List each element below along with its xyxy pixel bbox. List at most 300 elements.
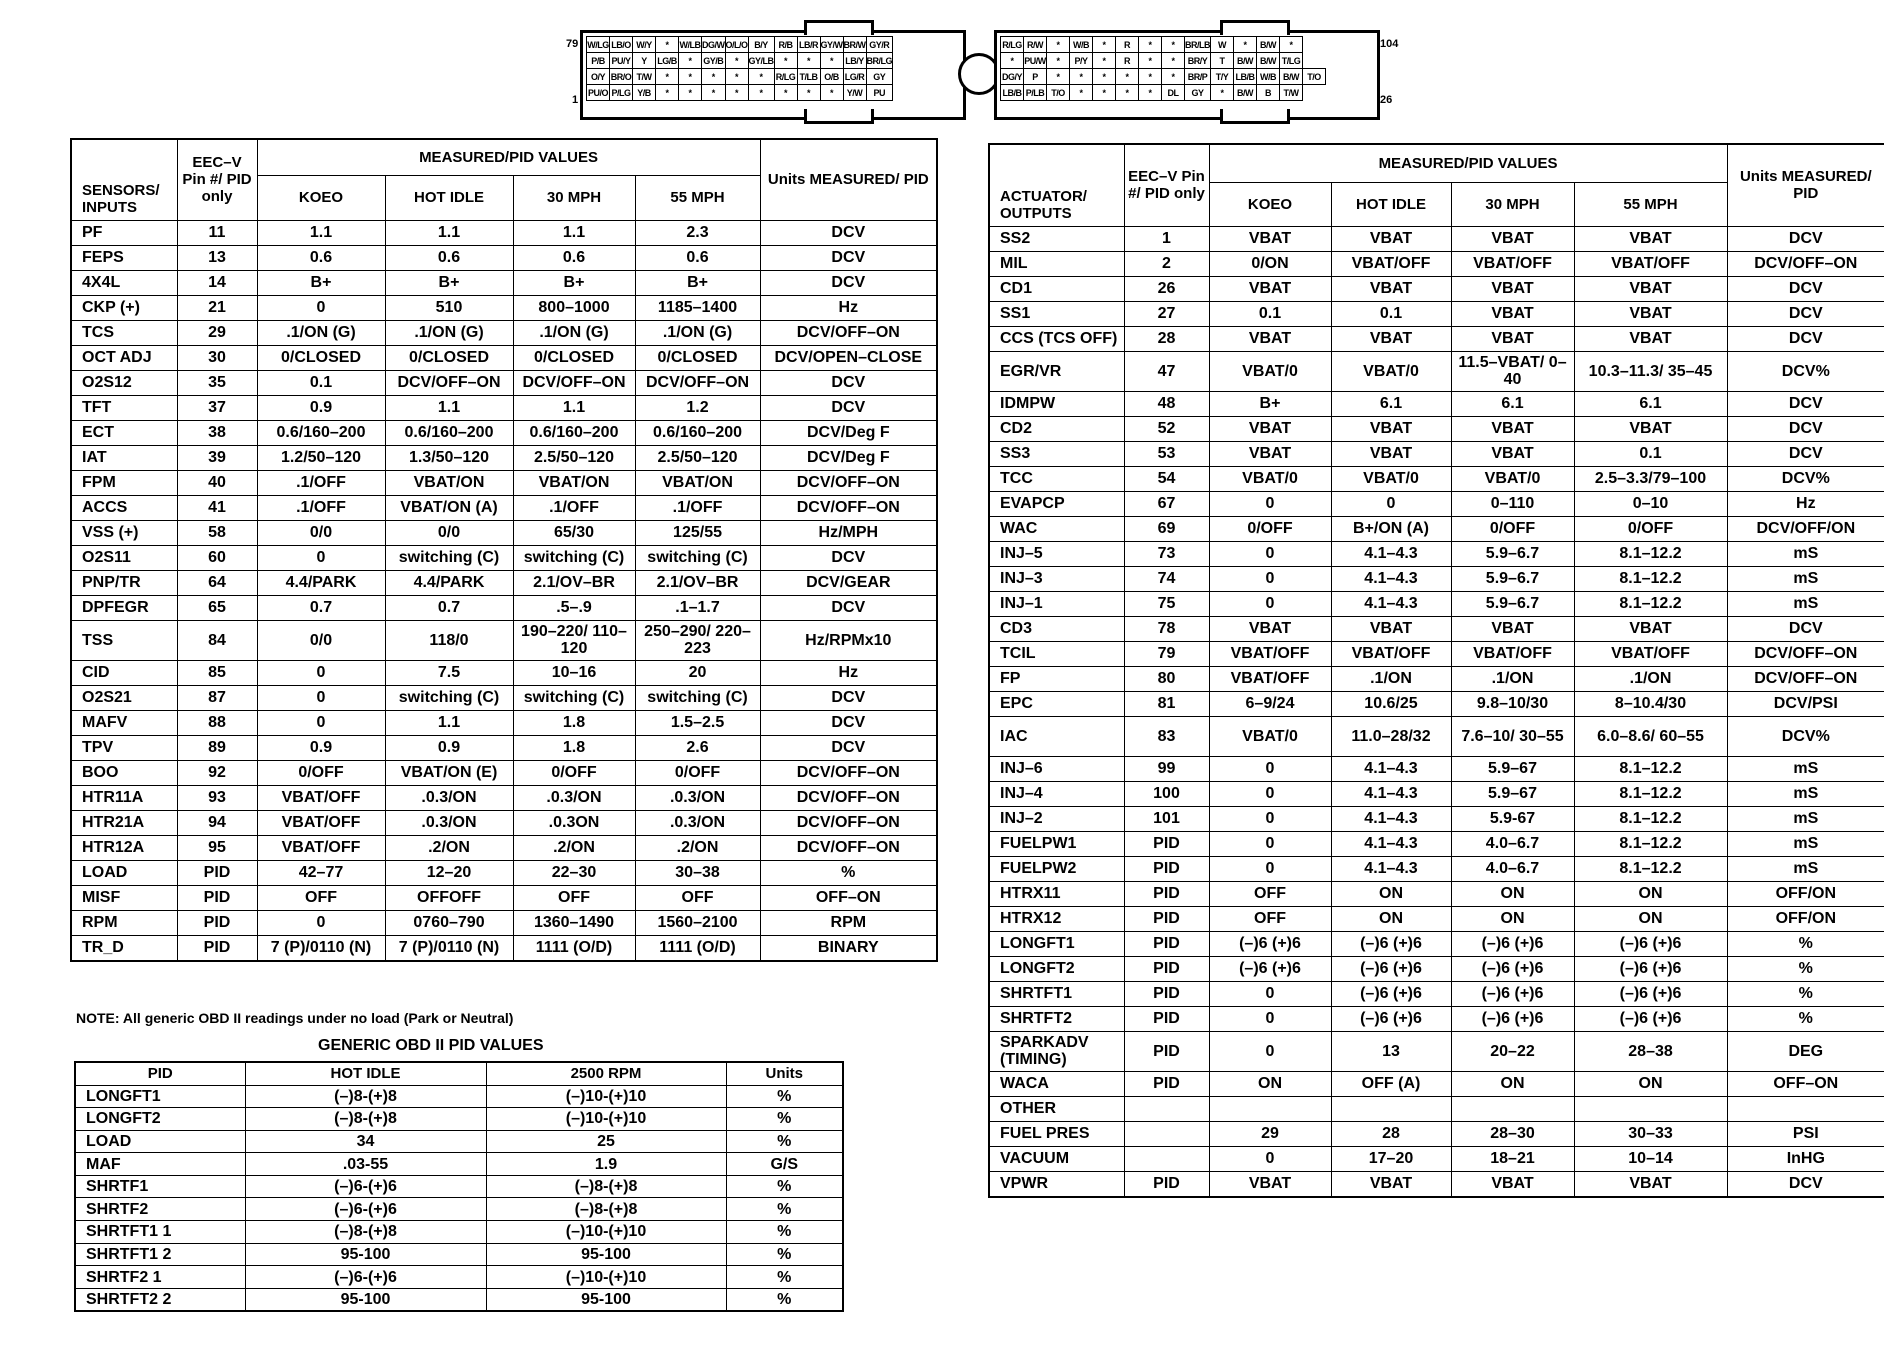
- table-cell: DCV: [1727, 276, 1884, 301]
- connector-pin: PU/W: [1024, 53, 1047, 69]
- table-cell: VBAT: [1451, 276, 1574, 301]
- table-cell: CD1: [989, 276, 1124, 301]
- table-cell: 8.1–12.2: [1574, 856, 1727, 881]
- connector-pin: Y/W: [843, 85, 866, 101]
- table-cell: PID: [1124, 981, 1209, 1006]
- table-cell: VBAT: [1574, 326, 1727, 351]
- table-cell: 30: [177, 345, 257, 370]
- table-cell: SS1: [989, 301, 1124, 326]
- table-cell: .1/OFF: [635, 495, 760, 520]
- table-row: [989, 541, 1884, 566]
- table-cell: 5.9–6.7: [1451, 591, 1574, 616]
- connector-pin: *: [679, 69, 702, 85]
- table-cell: %: [726, 1130, 843, 1153]
- table-cell: DCV: [760, 595, 937, 620]
- table-cell: 18–21: [1451, 1146, 1574, 1171]
- connector-key-bottom-right: [1220, 109, 1290, 124]
- table-cell: .0.3ON: [513, 810, 635, 835]
- connector-pin: *: [1139, 37, 1162, 53]
- connector-pin-row: [1001, 37, 1326, 53]
- table-cell: 1.8: [513, 735, 635, 760]
- table-cell: DCV/OFF–ON: [760, 835, 937, 860]
- table-cell: TPV: [71, 735, 177, 760]
- table-cell: DCV/OFF–ON: [760, 470, 937, 495]
- table-cell: OFF–ON: [760, 885, 937, 910]
- table-cell: WACA: [989, 1071, 1124, 1096]
- connector-pin: B/W: [1280, 69, 1303, 85]
- table-cell: B+: [1209, 391, 1331, 416]
- table-cell: %: [726, 1288, 843, 1311]
- table-cell: .2/ON: [385, 835, 513, 860]
- table-cell: 1.2: [635, 395, 760, 420]
- table-row: [989, 906, 1884, 931]
- table-cell: [1124, 1121, 1209, 1146]
- table-cell: INJ–4: [989, 781, 1124, 806]
- table-cell: %: [1727, 981, 1884, 1006]
- table-cell: 125/55: [635, 520, 760, 545]
- table-row: [989, 981, 1884, 1006]
- table-row: [71, 735, 937, 760]
- table-cell: 0.6/160–200: [257, 420, 385, 445]
- table-row: [71, 810, 937, 835]
- connector-pin: *: [820, 85, 843, 101]
- table-cell: PID: [177, 885, 257, 910]
- 30-mph-header: 30 MPH: [513, 175, 635, 220]
- table-cell: 8.1–12.2: [1574, 831, 1727, 856]
- connector-pin: *: [1047, 69, 1070, 85]
- connector-pin: PU/Y: [610, 53, 633, 69]
- connector-pin: *: [725, 85, 748, 101]
- table-row: [71, 860, 937, 885]
- table-cell: 21: [177, 295, 257, 320]
- table-cell: 0/CLOSED: [385, 345, 513, 370]
- connector-pin-row: [587, 37, 893, 53]
- connector-pin: *: [1139, 53, 1162, 69]
- table-cell: 5.9–6.7: [1451, 541, 1574, 566]
- table-cell: OFF: [1209, 906, 1331, 931]
- table-cell: BOO: [71, 760, 177, 785]
- table-cell: 0/CLOSED: [257, 345, 385, 370]
- table-cell: (–)6 (+)6: [1451, 956, 1574, 981]
- table-cell: (–)6 (+)6: [1574, 981, 1727, 1006]
- table-cell: OFF: [257, 885, 385, 910]
- connector-pin: T/O: [1303, 69, 1326, 85]
- table-cell: SS3: [989, 441, 1124, 466]
- table-cell: 0: [257, 710, 385, 735]
- table-cell: BINARY: [760, 935, 937, 961]
- table-cell: 7.6–10/ 30–55: [1451, 716, 1574, 756]
- act-55-mph-header: 55 MPH: [1574, 182, 1727, 226]
- hot-idle-header: HOT IDLE: [385, 175, 513, 220]
- table-cell: VBAT: [1209, 1171, 1331, 1197]
- table-cell: VBAT/0: [1331, 351, 1451, 391]
- table-row: [71, 345, 937, 370]
- connector-pin: B/Y: [748, 37, 774, 53]
- table-cell: VBAT: [1209, 276, 1331, 301]
- table-cell: 4.1–4.3: [1331, 756, 1451, 781]
- connector-pin: DL: [1162, 85, 1185, 101]
- table-cell: 0: [1209, 806, 1331, 831]
- table-cell: 0/0: [257, 620, 385, 660]
- table-cell: 1.1: [385, 710, 513, 735]
- table-cell: DCV: [760, 245, 937, 270]
- table-cell: VBAT: [1209, 416, 1331, 441]
- table-cell: FUELPW2: [989, 856, 1124, 881]
- table-cell: (–)6 (+)6: [1209, 931, 1331, 956]
- table-cell: B+: [257, 270, 385, 295]
- connector-pin-row: [587, 85, 893, 101]
- table-cell: switching (C): [513, 545, 635, 570]
- table-cell: DCV: [760, 270, 937, 295]
- table-cell: %: [1727, 956, 1884, 981]
- table-cell: VBAT: [1209, 616, 1331, 641]
- table-cell: (–)6 (+)6: [1451, 931, 1574, 956]
- table-cell: 0: [257, 545, 385, 570]
- table-cell: VBAT: [1451, 616, 1574, 641]
- table-row: [71, 935, 937, 961]
- table-cell: 69: [1124, 516, 1209, 541]
- connector-pin: O/L/O: [725, 37, 748, 53]
- table-cell: .0.3/ON: [635, 810, 760, 835]
- table-cell: 34: [245, 1130, 486, 1153]
- table-cell: 88: [177, 710, 257, 735]
- connector-pin: R/B: [774, 37, 797, 53]
- table-cell: DCV/OFF–ON: [760, 785, 937, 810]
- table-cell: ON: [1209, 1071, 1331, 1096]
- table-cell: 0.6: [257, 245, 385, 270]
- table-cell: Hz/RPMx10: [760, 620, 937, 660]
- table-cell: OFF/ON: [1727, 906, 1884, 931]
- table-cell: 94: [177, 810, 257, 835]
- table-cell: 37: [177, 395, 257, 420]
- table-row: [71, 910, 937, 935]
- table-cell: VBAT/OFF: [1574, 641, 1727, 666]
- table-cell: 0.1: [257, 370, 385, 395]
- table-cell: LONGFT1: [989, 931, 1124, 956]
- table-cell: VBAT: [1331, 226, 1451, 251]
- table-cell: ON: [1331, 881, 1451, 906]
- table-cell: 6–9/24: [1209, 691, 1331, 716]
- table-cell: MIL: [989, 251, 1124, 276]
- table-cell: 9.8–10/30: [1451, 691, 1574, 716]
- table-row: [71, 245, 937, 270]
- table-cell: 4.1–4.3: [1331, 831, 1451, 856]
- table-cell: 510: [385, 295, 513, 320]
- table-cell: .0.3/ON: [385, 785, 513, 810]
- table-cell: 118/0: [385, 620, 513, 660]
- table-cell: 0/OFF: [513, 760, 635, 785]
- table-row: [75, 1130, 843, 1153]
- table-cell: %: [726, 1175, 843, 1198]
- connector-pin: *: [1162, 69, 1185, 85]
- table-cell: 5.9–67: [1451, 756, 1574, 781]
- pin-label-1: 1: [572, 94, 579, 106]
- table-cell: (–)6 (+)6: [1331, 981, 1451, 1006]
- table-cell: 5.9-67: [1451, 806, 1574, 831]
- table-row: [71, 395, 937, 420]
- connector-left-block: [580, 30, 966, 120]
- table-cell: 10–14: [1574, 1146, 1727, 1171]
- table-cell: 0.6: [635, 245, 760, 270]
- table-row: [71, 420, 937, 445]
- table-cell: 5.9–6.7: [1451, 566, 1574, 591]
- table-cell: 30–38: [635, 860, 760, 885]
- table-cell: 0.6: [513, 245, 635, 270]
- connector-pin: T/Y: [1211, 69, 1234, 85]
- table-cell: RPM: [71, 910, 177, 935]
- table-cell: HTR11A: [71, 785, 177, 810]
- table-cell: TSS: [71, 620, 177, 660]
- table-cell: 13: [177, 245, 257, 270]
- table-cell: ON: [1574, 881, 1727, 906]
- connector-pin: GY/LB: [748, 53, 774, 69]
- connector-pin: *: [1116, 69, 1139, 85]
- connector-pin: T/LG: [1280, 53, 1303, 69]
- table-cell: DCV/OFF–ON: [760, 760, 937, 785]
- connector-pin: *: [679, 53, 702, 69]
- connector-pin: *: [1093, 53, 1116, 69]
- table-cell: DCV/OPEN–CLOSE: [760, 345, 937, 370]
- table-cell: 0/CLOSED: [513, 345, 635, 370]
- table-cell: 8.1–12.2: [1574, 756, 1727, 781]
- connector-pin: R/W: [1024, 37, 1047, 53]
- table-cell: %: [726, 1085, 843, 1108]
- table-cell: PNP/TR: [71, 570, 177, 595]
- table-cell: 11.0–28/32: [1331, 716, 1451, 756]
- table-cell: PID: [177, 860, 257, 885]
- table-cell: VBAT: [1331, 616, 1451, 641]
- table-cell: 1.1: [513, 395, 635, 420]
- connector-pin: *: [1211, 85, 1234, 101]
- connector-pin: P/Y: [1070, 53, 1093, 69]
- sensors-inputs-header: SENSORS/ INPUTS: [71, 139, 177, 220]
- table-cell: .1/ON (G): [513, 320, 635, 345]
- connector-pin: *: [774, 53, 797, 69]
- table-cell: VSS (+): [71, 520, 177, 545]
- table-cell: (–)8-(+)8: [486, 1198, 726, 1221]
- table-cell: SHRTFT2 2: [75, 1288, 245, 1311]
- table-cell: TCS: [71, 320, 177, 345]
- table-cell: 2.6: [635, 735, 760, 760]
- table-cell: %: [760, 860, 937, 885]
- table-row: [75, 1221, 843, 1244]
- table-cell: DCV: [760, 220, 937, 245]
- table-cell: PID: [177, 910, 257, 935]
- table-cell: .03-55: [245, 1153, 486, 1176]
- table-cell: B+: [513, 270, 635, 295]
- table-cell: VBAT: [1574, 226, 1727, 251]
- table-cell: 2.5–3.3/79–100: [1574, 466, 1727, 491]
- connector-pin: *: [1162, 37, 1185, 53]
- table-cell: PID: [1124, 856, 1209, 881]
- table-cell: DCV/OFF–ON: [760, 320, 937, 345]
- connector-pin: W/B: [1257, 69, 1280, 85]
- table-cell: 0: [257, 685, 385, 710]
- connector-pin: LB/B: [1234, 69, 1257, 85]
- table-cell: 4.4/PARK: [257, 570, 385, 595]
- table-cell: 65/30: [513, 520, 635, 545]
- table-row: [989, 566, 1884, 591]
- table-cell: DCV/OFF–ON: [1727, 251, 1884, 276]
- table-cell: 8.1–12.2: [1574, 806, 1727, 831]
- connector-pin: PU/O: [587, 85, 610, 101]
- table-cell: VBAT: [1574, 616, 1727, 641]
- table-cell: DCV: [1727, 226, 1884, 251]
- table-cell: [1209, 1096, 1331, 1121]
- connector-pin: *: [1093, 85, 1116, 101]
- table-row: [75, 1198, 843, 1221]
- table-cell: CD2: [989, 416, 1124, 441]
- table-cell: 73: [1124, 541, 1209, 566]
- connector-pin: T/W: [1280, 85, 1303, 101]
- table-row: [989, 1071, 1884, 1096]
- table-cell: 0: [1209, 781, 1331, 806]
- table-cell: VBAT/OFF: [1331, 641, 1451, 666]
- table-cell: mS: [1727, 856, 1884, 881]
- table-cell: 0.6/160–200: [513, 420, 635, 445]
- table-cell: 0760–790: [385, 910, 513, 935]
- table-cell: DCV/OFF–ON: [513, 370, 635, 395]
- table-cell: 0: [1209, 491, 1331, 516]
- table-row: [989, 1171, 1884, 1197]
- table-row: [71, 620, 937, 660]
- table-cell: PID: [1124, 906, 1209, 931]
- table-cell: 0: [1209, 756, 1331, 781]
- connector-pin: B/W: [1234, 85, 1257, 101]
- table-cell: 85: [177, 660, 257, 685]
- table-cell: 26: [1124, 276, 1209, 301]
- table-cell: 0/CLOSED: [635, 345, 760, 370]
- table-cell: OCT ADJ: [71, 345, 177, 370]
- connector-pin: W/LB: [679, 37, 702, 53]
- table-cell: (–)6 (+)6: [1451, 1006, 1574, 1031]
- table-cell: SPARKADV (TIMING): [989, 1031, 1124, 1071]
- table-cell: .1/ON: [1331, 666, 1451, 691]
- table-cell: 0/OFF: [635, 760, 760, 785]
- connector-pin: GY: [1185, 85, 1211, 101]
- connector-pin: *: [656, 37, 679, 53]
- table-cell: 58: [177, 520, 257, 545]
- table-cell: 0/OFF: [257, 760, 385, 785]
- table-row: [71, 660, 937, 685]
- table-cell: DCV/OFF–ON: [635, 370, 760, 395]
- table-cell: (–)6 (+)6: [1451, 981, 1574, 1006]
- table-cell: 1.1: [513, 220, 635, 245]
- table-cell: 81: [1124, 691, 1209, 716]
- table-cell: 0.1: [1209, 301, 1331, 326]
- table-cell: .0.3/ON: [513, 785, 635, 810]
- table-cell: 28–30: [1451, 1121, 1574, 1146]
- table-cell: 48: [1124, 391, 1209, 416]
- table-row: [989, 351, 1884, 391]
- table-cell: (–)8-(+)8: [486, 1175, 726, 1198]
- table-cell: PID: [1124, 1006, 1209, 1031]
- connector-pin: T/O: [1047, 85, 1070, 101]
- connector-key-bottom-left: [804, 109, 874, 124]
- table-cell: .1/OFF: [513, 495, 635, 520]
- table-cell: 38: [177, 420, 257, 445]
- connector-pin: *: [748, 69, 774, 85]
- connector-pin: *: [1280, 37, 1303, 53]
- table-cell: HTR12A: [71, 835, 177, 860]
- table-cell: OFF: [513, 885, 635, 910]
- table-cell: INJ–1: [989, 591, 1124, 616]
- table-cell: G/S: [726, 1153, 843, 1176]
- table-cell: B+/ON (A): [1331, 516, 1451, 541]
- table-cell: Hz: [1727, 491, 1884, 516]
- table-cell: SHRTFT1 1: [75, 1221, 245, 1244]
- table-cell: 0/OFF: [1451, 516, 1574, 541]
- table-cell: B+: [385, 270, 513, 295]
- table-cell: 67: [1124, 491, 1209, 516]
- table-cell: DCV: [760, 545, 937, 570]
- table-cell: DCV: [1727, 416, 1884, 441]
- table-cell: (–)10-(+)10: [486, 1266, 726, 1289]
- table-row: [71, 220, 937, 245]
- connector-pin: *: [1139, 69, 1162, 85]
- connector-pin: B/W: [1257, 37, 1280, 53]
- table-cell: DCV: [1727, 441, 1884, 466]
- table-row: [71, 885, 937, 910]
- table-cell: SHRTFT1: [989, 981, 1124, 1006]
- table-cell: TR_D: [71, 935, 177, 961]
- table-cell: OFF: [635, 885, 760, 910]
- table-cell: (–)8-(+)8: [245, 1221, 486, 1244]
- table-cell: .0.3/ON: [635, 785, 760, 810]
- table-cell: 1185–1400: [635, 295, 760, 320]
- table-cell: 28: [1124, 326, 1209, 351]
- connector-pin: BR/LG: [866, 53, 893, 69]
- table-cell: 1.8: [513, 710, 635, 735]
- table-cell: DCV%: [1727, 466, 1884, 491]
- table-cell: 1111 (O/D): [635, 935, 760, 961]
- act-units-header: Units MEASURED/ PID: [1727, 144, 1884, 226]
- connector-pin: LG/R: [843, 69, 866, 85]
- table-cell: HTR21A: [71, 810, 177, 835]
- table-cell: OFF (A): [1331, 1071, 1451, 1096]
- table-cell: DCV/Deg F: [760, 420, 937, 445]
- table-cell: 250–290/ 220–223: [635, 620, 760, 660]
- table-row: [989, 391, 1884, 416]
- table-cell: PID: [1124, 931, 1209, 956]
- table-cell: .0.3/ON: [385, 810, 513, 835]
- table-cell: VBAT/OFF: [257, 835, 385, 860]
- connector-pin: B: [1257, 85, 1280, 101]
- table-cell: SHRTFT1 2: [75, 1243, 245, 1266]
- table-cell: ECT: [71, 420, 177, 445]
- table-cell: 53: [1124, 441, 1209, 466]
- table-row: [989, 756, 1884, 781]
- act-30-mph-header: 30 MPH: [1451, 182, 1574, 226]
- table-cell: 0.9: [257, 395, 385, 420]
- table-cell: mS: [1727, 781, 1884, 806]
- connector-pin: GY/R: [866, 37, 893, 53]
- table-cell: 0.9: [385, 735, 513, 760]
- table-cell: VBAT/ON: [635, 470, 760, 495]
- table-cell: IDMPW: [989, 391, 1124, 416]
- table-cell: 1.3/50–120: [385, 445, 513, 470]
- table-row: [71, 785, 937, 810]
- table-cell: %: [1727, 1006, 1884, 1031]
- table-cell: 89: [177, 735, 257, 760]
- connector-pin: LB/R: [797, 37, 820, 53]
- connector-pin: LB/B: [1001, 85, 1024, 101]
- table-row: [75, 1153, 843, 1176]
- connector-pin: *: [1001, 53, 1024, 69]
- connector-pin: LG/B: [656, 53, 679, 69]
- connector-pin: *: [702, 85, 726, 101]
- connector-pin-row: [587, 53, 893, 69]
